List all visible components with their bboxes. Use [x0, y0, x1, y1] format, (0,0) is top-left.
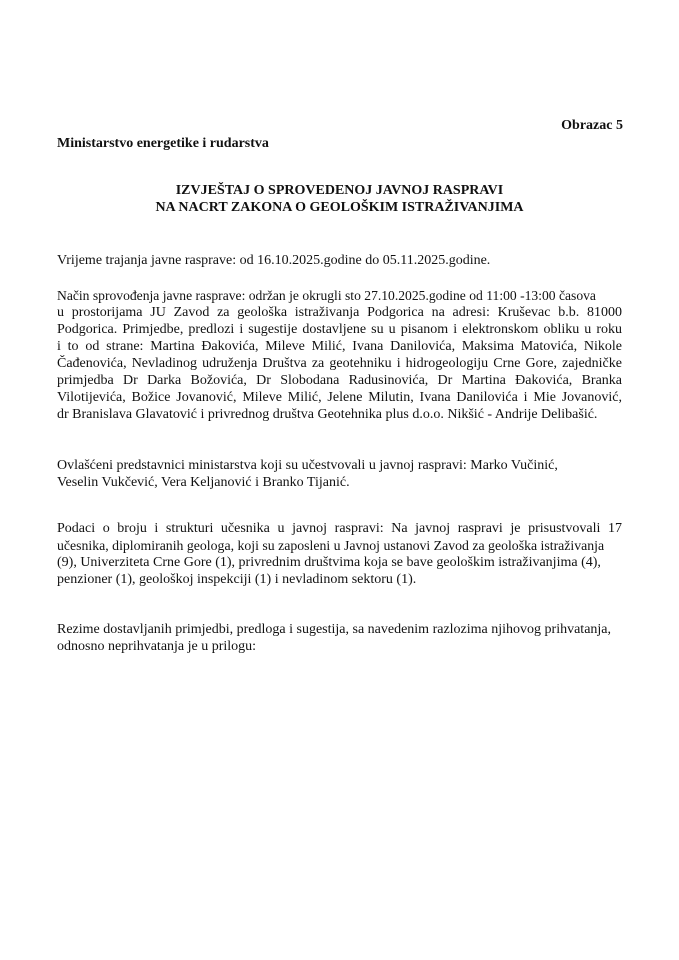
title-line: NA NACRT ZAKONA O GEOLOŠKIM ISTRAŽIVANJIMA: [155, 200, 524, 215]
paragraph-line: Način sprovođenja javne rasprave: održan je okrugli sto 27.10.2025.godine od 11:00 -13:00 časova: [57, 288, 596, 303]
paragraph-line: Vrijeme trajanja javne rasprave: od 16.10.2025.godine do 05.11.2025.godine.: [57, 253, 491, 268]
paragraph-line: u prostorijama JU Zavod za geološka istraživanja Podgorica na adresi: Kruševac b.b. 81000: [57, 305, 622, 320]
paragraph-line: Vilotijevića, Božice Jovanović, Mileve Milić, Jelene Milutin, Ivana Danilovića i Mie Jovanović,: [57, 390, 622, 405]
ministry-name: Ministarstvo energetike i rudarstva: [57, 136, 269, 151]
form-number-label: Obrazac 5: [561, 118, 623, 133]
paragraph-line: učesnika, diplomiranih geologa, koji su zaposleni u Javnoj ustanovi Zavod za geološka istraživanja: [57, 538, 605, 553]
paragraph-line: primjedba Dr Darka Božovića, Dr Slobodana Radusinovića, Dr Martina Đakovića, Branka: [57, 373, 622, 388]
paragraph-line: odnosno neprihvatanja je u prilogu:: [57, 639, 257, 654]
paragraph-line: Veselin Vukčević, Vera Keljanović i Branko Tijanić.: [57, 475, 350, 490]
title-line: IZVJEŠTAJ O SPROVEDENOJ JAVNOJ RASPRAVI: [175, 183, 504, 198]
paragraph-line: Rezime dostavljanih primjedbi, predloga i sugestija, sa navedenim razlozima njihovog prihvatanja,: [57, 622, 612, 637]
paragraph-line: Podgorica. Primjedbe, predlozi i sugestije dostavljene su u pisanom i elektronskom obliku u roku: [57, 322, 622, 337]
participants-paragraph: [57, 520, 622, 588]
paragraph-line: (9), Univerziteta Crne Gore (1), privrednim društvima koja se bave geološkim istraživanjima (4),: [57, 555, 601, 570]
paragraph-line: i to od strane: Martina Đakovića, Mileve Milić, Ivana Danilovića, Maksima Matovića, Nikole: [57, 339, 622, 354]
paragraph-line: Podaci o broju i strukturi učesnika u javnoj raspravi: Na javnoj raspravi je prisustvovali 17: [57, 521, 622, 536]
paragraph-line: penzioner (1), geološkoj inspekciji (1) i nevladinom sektoru (1).: [57, 572, 417, 587]
summary-paragraph: [57, 621, 622, 655]
paragraph-line: dr Branislava Glavatović i privrednog društva Geotehnika plus d.o.o. Nikšić - Andrije Delibašić.: [57, 407, 598, 422]
duration-paragraph: [57, 252, 622, 269]
paragraph-line: Čađenovića, Nevladinog udruženja Društva za geotehniku i hidrogeologiju Crne Gore, zajedničke: [57, 356, 622, 371]
paragraph-line: Ovlašćeni predstavnici ministarstva koji su učestvovali u javnoj raspravi: Marko Vučinić,: [57, 458, 558, 473]
method-paragraph: [57, 287, 622, 423]
document-title: [0, 182, 679, 216]
representatives-paragraph: [57, 457, 622, 491]
